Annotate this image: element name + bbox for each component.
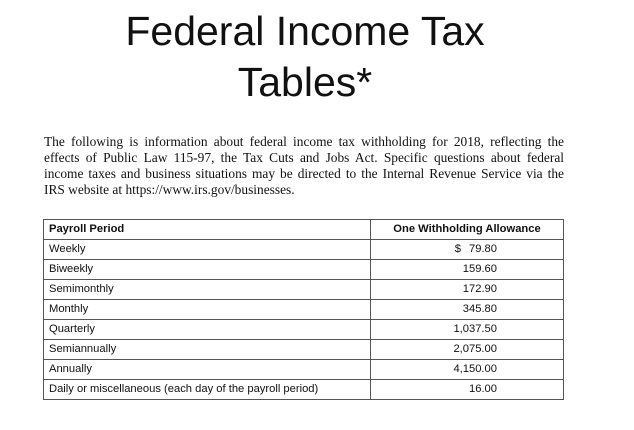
table-row bbox=[44, 240, 564, 260]
intro-paragraph: The following is information about federal income tax withholding for 2018, reflecting the effects of Public Law 115-97, the Tax Cuts and Jobs Act. Specific questions about federal income taxes and business situations may be directed to the Internal Revenue Service via the IRS website at https://www.irs.gov/businesses. bbox=[44, 134, 564, 197]
row-period: Daily or miscellaneous (each day of the payroll period) bbox=[44, 380, 371, 400]
row-period: Weekly bbox=[44, 240, 371, 260]
page-title bbox=[0, 6, 610, 108]
row-period: Annually bbox=[44, 360, 371, 380]
table-row bbox=[44, 340, 564, 360]
table-row bbox=[44, 380, 564, 400]
row-allowance: 1,037.50 bbox=[371, 320, 564, 340]
table-row bbox=[44, 320, 564, 340]
row-period: Monthly bbox=[44, 300, 371, 320]
withholding-allowance-table bbox=[43, 219, 564, 400]
title-line-1: Federal Income Tax bbox=[125, 8, 485, 54]
row-period: Biweekly bbox=[44, 260, 371, 280]
header-payroll-period: Payroll Period bbox=[44, 220, 371, 240]
row-period: Semimonthly bbox=[44, 280, 371, 300]
table-row bbox=[44, 260, 564, 280]
table-header-row bbox=[44, 220, 564, 240]
row-allowance: 159.60 bbox=[371, 260, 564, 280]
row-allowance: 4,150.00 bbox=[371, 360, 564, 380]
row-period: Semiannually bbox=[44, 340, 371, 360]
row-allowance: 172.90 bbox=[371, 280, 564, 300]
title-line-2: Tables* bbox=[237, 59, 373, 105]
table-row bbox=[44, 360, 564, 380]
header-withholding-allowance: One Withholding Allowance bbox=[371, 220, 564, 240]
row-allowance: 79.80 bbox=[469, 243, 497, 255]
row-allowance: 345.80 bbox=[371, 300, 564, 320]
row-period: Quarterly bbox=[44, 320, 371, 340]
table-row bbox=[44, 280, 564, 300]
row-allowance-cell bbox=[371, 240, 564, 260]
table-row bbox=[44, 300, 564, 320]
row-allowance: 2,075.00 bbox=[371, 340, 564, 360]
row-allowance: 16.00 bbox=[371, 380, 564, 400]
currency-symbol: $ bbox=[454, 243, 461, 255]
